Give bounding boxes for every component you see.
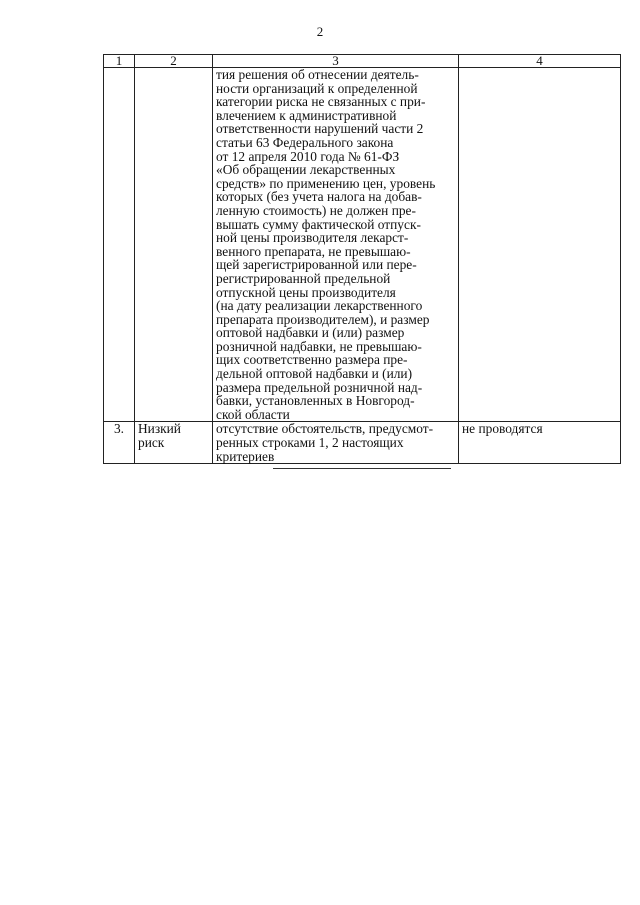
- inspection-frequency-cell: не проводятся: [459, 422, 621, 464]
- end-of-document-rule: [273, 468, 451, 469]
- table-row: [104, 68, 621, 422]
- column-header-3: 3: [213, 55, 459, 68]
- table-row: [104, 422, 621, 464]
- page-number: 2: [316, 24, 324, 39]
- criteria-cell: тия решения об отнесении деятель- ности организаций к определенной категории риска не связанных с при- влечением к административной ответственности нарушений части 2 статьи 63 Федерального закона от 12 апреля 2010 года № 61-ФЗ «Об обращении лекарственных средств» по применению цен, уровень которых (без учета налога на добав- ленную стоимость) не должен пре- вышать сумму фактической отпуск- ной цены производителя лекарст- венного препарата, не превышаю- щей зарегистрированной или пере- регистрированной предельной отпускной цены производителя (на дату реализации лекарственного препарата производителем), и размер оптовой надбавки и (или) размер розничной надбавки, не превышаю- щих соответственно размера пре- дельной оптовой надбавки и (или) размера предельной розничной над- бавки, установленных в Новгород- ской области: [213, 68, 459, 422]
- column-header-1: 1: [104, 55, 135, 68]
- column-header-2: 2: [135, 55, 213, 68]
- risk-criteria-table: [103, 54, 621, 464]
- row-number-cell: 3.: [104, 422, 135, 464]
- row-number-cell: [104, 68, 135, 422]
- risk-category-cell: [135, 68, 213, 422]
- risk-category-cell: Низкий риск: [135, 422, 213, 464]
- table-header-row: [104, 55, 621, 68]
- criteria-cell: отсутствие обстоятельств, предусмот- ренных строками 1, 2 настоящих критериев: [213, 422, 459, 464]
- inspection-frequency-cell: [459, 68, 621, 422]
- column-header-4: 4: [459, 55, 621, 68]
